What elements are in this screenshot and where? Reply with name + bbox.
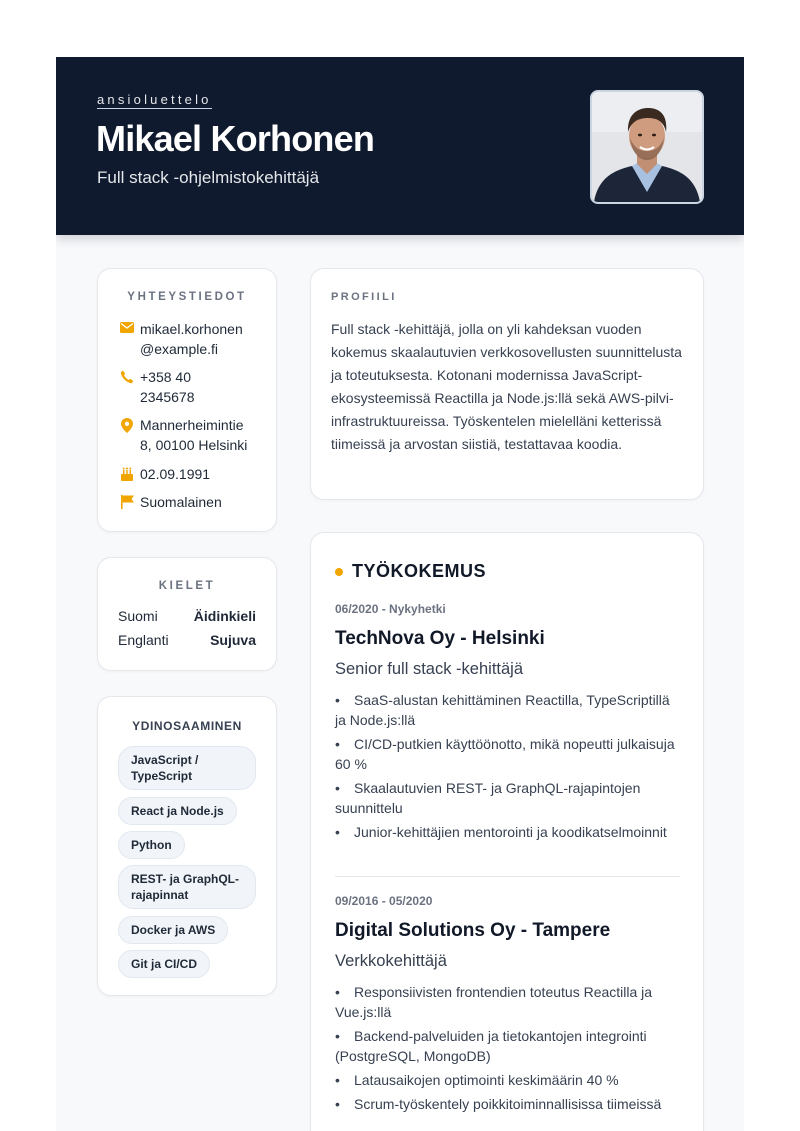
- skills-card: [97, 696, 277, 996]
- profile-summary: Full stack -kehittäjä, jolla on yli kahdeksan vuoden kokemus skaalautuvien verkkosovellusten suunnittelusta ja toteutuksesta. Kotonani modernissa JavaScript-ekosysteemissä Reactilla ja Node.js:llä sekä AWS-pilvi-infrastruktuureissa. Työskentelen mielelläni ketterissä tiimeissä ja arvostan siistiä, testattavaa koodia.: [331, 321, 682, 452]
- birthdate-text: 02.09.1991: [140, 466, 211, 482]
- list-item: • CI/CD-putkien käyttöönotto, mikä nopeutti julkaisuja 60 %: [335, 736, 675, 772]
- language-level: Äidinkieli: [193, 608, 256, 624]
- phone-line-1: +358 40: [140, 369, 191, 385]
- language-name: Englanti: [118, 632, 169, 648]
- job-role: Senior full stack -kehittäjä: [335, 660, 524, 678]
- contact-phone[interactable]: [118, 367, 195, 407]
- list-item: • Skaalautuvien REST- ja GraphQL-rajapintojen suunnittelu: [335, 780, 641, 816]
- contact-heading: YHTEYSTIEDOT: [127, 291, 247, 303]
- birthday-cake-icon: [118, 464, 136, 484]
- list-item: • Responsiivisten frontendien toteutus Reactilla ja Vue.js:llä: [335, 984, 653, 1020]
- list-item: • SaaS-alustan kehittäminen Reactilla, TypeScriptillä ja Node.js:llä: [335, 692, 670, 728]
- list-item: • Backend-palveluiden ja tietokantojen integrointi (PostgreSQL, MongoDB): [335, 1028, 647, 1064]
- language-name: Suomi: [118, 608, 158, 624]
- nationality-text: Suomalainen: [140, 494, 222, 510]
- phone-line-2: 2345678: [140, 389, 195, 405]
- address-line-2: 8, 00100 Helsinki: [140, 437, 248, 453]
- job-bullets: [335, 690, 680, 846]
- phone-icon: [118, 367, 136, 407]
- map-pin-icon: [118, 415, 136, 455]
- language-row: [118, 632, 256, 648]
- resume-header: [56, 57, 744, 235]
- job-dates: 06/2020 - Nykyhetki: [335, 602, 446, 616]
- list-item: • Scrum-työskentely poikkitoiminnallisissa tiimeissä: [335, 1096, 662, 1112]
- languages-heading: KIELET: [158, 580, 216, 592]
- skill-chip: Docker ja AWS: [118, 916, 228, 944]
- skill-chip: React ja Node.js: [118, 797, 237, 825]
- experience-card: [310, 532, 704, 1131]
- languages-card: [97, 557, 277, 671]
- job-dates: 09/2016 - 05/2020: [335, 894, 433, 908]
- job-company: TechNova Oy - Helsinki: [335, 628, 545, 649]
- profile-card: [310, 268, 704, 500]
- job-bullets: [335, 982, 680, 1118]
- job-company: Digital Solutions Oy - Tampere: [335, 920, 611, 941]
- flag-icon: [118, 492, 136, 512]
- address-line-1: Mannerheimintie: [140, 417, 244, 433]
- contact-card: [97, 268, 277, 532]
- list-item: • Junior-kehittäjien mentorointi ja koodikatselmoinnit: [335, 824, 667, 840]
- contact-birthdate: [118, 464, 210, 484]
- skill-chip: Git ja CI/CD: [118, 950, 210, 978]
- envelope-icon: [118, 319, 136, 359]
- experience-heading: TYÖKOKEMUS: [335, 561, 486, 582]
- list-item: • Latausaikojen optimointi keskimäärin 40 %: [335, 1072, 619, 1088]
- divider: [335, 876, 680, 877]
- resume-page: [56, 57, 744, 1131]
- skill-chip: REST- ja GraphQL-rajapinnat: [118, 865, 256, 909]
- skills-heading: YDINOSAAMINEN: [132, 719, 242, 733]
- portrait-image: [592, 92, 702, 202]
- bullet-dot-icon: [335, 568, 343, 576]
- skill-chip: JavaScript / TypeScript: [118, 746, 256, 790]
- profile-photo: [590, 90, 704, 204]
- job-role: Verkkokehittäjä: [335, 952, 447, 970]
- person-name: Mikael Korhonen: [96, 118, 375, 159]
- skill-chip: Python: [118, 831, 185, 859]
- profile-heading: PROFIILI: [331, 291, 397, 303]
- document-label: ansioluettelo: [97, 92, 212, 107]
- contact-nationality: [118, 492, 222, 512]
- contact-email[interactable]: [118, 319, 243, 359]
- job-title: Full stack -ohjelmistokehittäjä: [97, 168, 320, 187]
- contact-address: [118, 415, 247, 455]
- language-row: [118, 608, 256, 624]
- email-line-2: @example.fi: [140, 341, 219, 357]
- email-line-1: mikael.korhonen: [140, 321, 243, 337]
- language-level: Sujuva: [210, 632, 256, 648]
